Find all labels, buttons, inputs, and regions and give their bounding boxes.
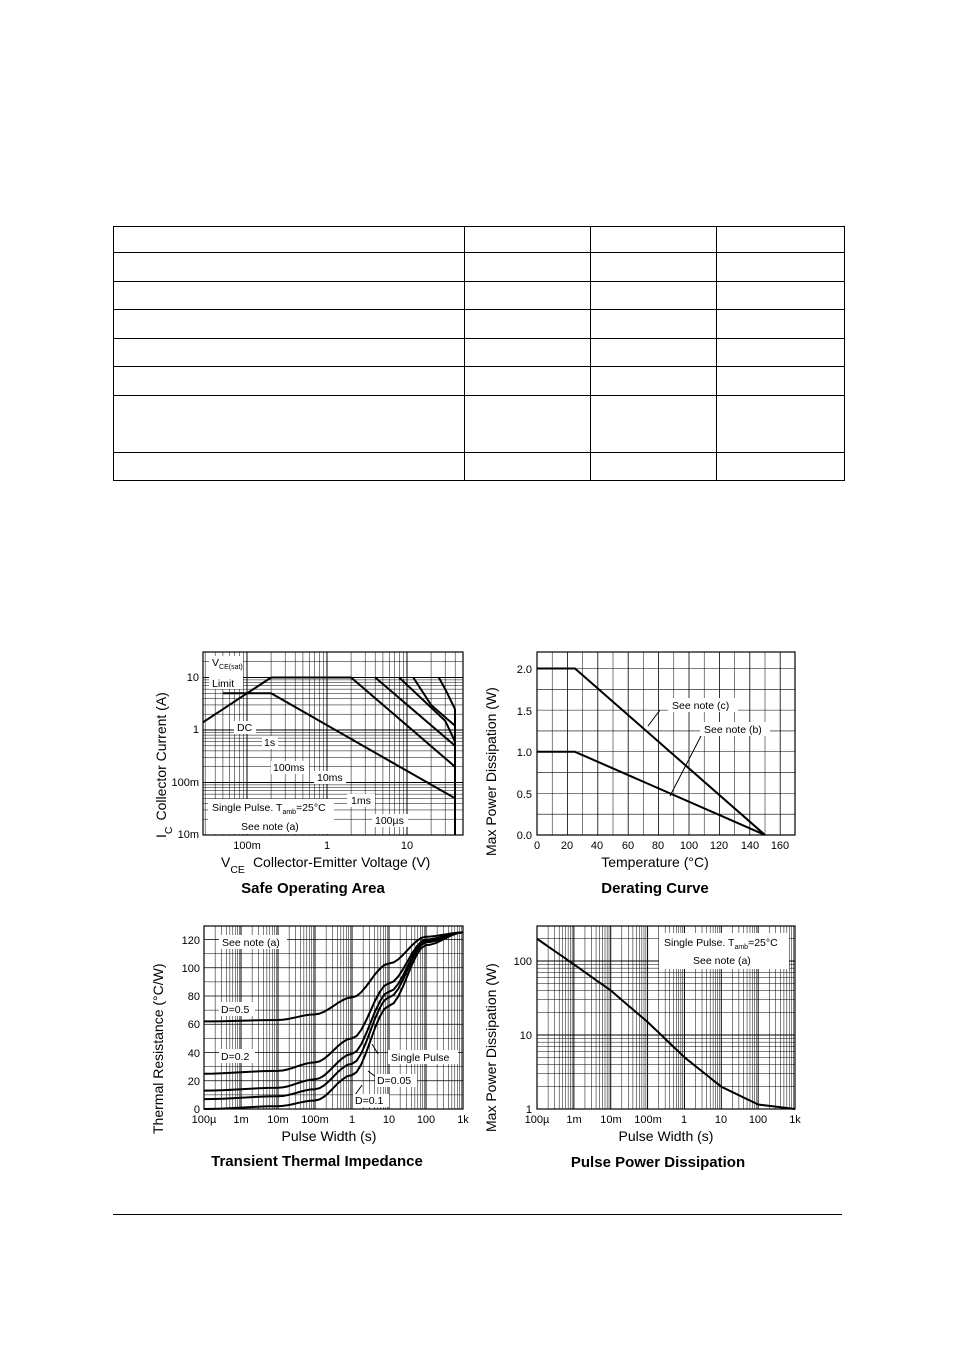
derating-ytick: 1.0 bbox=[516, 747, 532, 759]
soa-xlabel: $V_{CE}$ Collector-Emitter Voltage (V) bbox=[221, 854, 431, 876]
derating-xticks bbox=[534, 840, 789, 852]
derating-xlabel: Temperature (°C) bbox=[601, 854, 709, 870]
transient-ytick: 120 bbox=[181, 935, 200, 947]
derating-chart bbox=[483, 652, 795, 897]
derating-xtick: 0 bbox=[533, 840, 541, 852]
transient-leader-d01 bbox=[355, 1085, 362, 1095]
transient-label-d02: D=0.2 bbox=[221, 1051, 250, 1063]
soa-ytick: 10 bbox=[186, 672, 199, 684]
transient-yticks bbox=[182, 935, 200, 1116]
derating-xtick: 80 bbox=[651, 840, 665, 852]
soa-limit-label: $V_{CE(sat)}$ bbox=[212, 657, 243, 671]
footer-rule bbox=[113, 1214, 842, 1215]
transient-ytick: 100 bbox=[181, 963, 200, 975]
transient-label-d01: D=0.1 bbox=[355, 1095, 384, 1107]
pulse-note: See note (a) bbox=[693, 955, 751, 967]
transient-xtick: 100µ bbox=[191, 1114, 217, 1126]
pulse-xtick: 10 bbox=[714, 1114, 728, 1126]
soa-limit-word: Limit bbox=[212, 678, 235, 690]
soa-ytick: 10m bbox=[177, 829, 199, 841]
soa-curve bbox=[399, 678, 455, 836]
soa-label-100us: 100µs bbox=[375, 815, 404, 827]
soa-xtick: 100m bbox=[233, 840, 261, 852]
soa-ytick: 1 bbox=[192, 724, 199, 736]
soa-note: See note (a) bbox=[241, 821, 299, 833]
pulse-xtick: 10m bbox=[600, 1114, 622, 1126]
soa-title: Safe Operating Area bbox=[241, 880, 385, 897]
soa-label-dc: DC bbox=[237, 722, 253, 734]
transient-xtick: 1k bbox=[457, 1114, 469, 1126]
derating-xtick: 40 bbox=[590, 840, 604, 852]
transient-ytick: 20 bbox=[187, 1076, 200, 1088]
pulse-xtick: 1k bbox=[789, 1114, 801, 1126]
pulse-xtick: 100 bbox=[748, 1114, 768, 1126]
derating-xtick: 140 bbox=[740, 840, 760, 852]
soa-label-1ms: 1ms bbox=[351, 795, 371, 807]
transient-leader-d005 bbox=[368, 1071, 376, 1077]
transient-ytick: 0 bbox=[193, 1104, 200, 1116]
transient-ytick: 40 bbox=[187, 1048, 200, 1060]
transient-xtick: 100 bbox=[416, 1114, 436, 1126]
transient-grid bbox=[204, 926, 463, 1109]
transient-ylabel: Thermal Resistance (°C/W) bbox=[150, 963, 166, 1134]
transient-xticks bbox=[192, 1114, 470, 1126]
derating-note-c: See note (c) bbox=[672, 700, 730, 712]
derating-plot-frame bbox=[537, 652, 795, 835]
transient-xlabel: Pulse Width (s) bbox=[281, 1128, 377, 1144]
transient-xtick: 100m bbox=[301, 1114, 329, 1126]
soa-curve bbox=[439, 678, 455, 836]
derating-xtick: 120 bbox=[709, 840, 729, 852]
derating-xtick: 20 bbox=[560, 840, 574, 852]
pulse-xtick: 1m bbox=[566, 1114, 582, 1126]
pulse-title: Pulse Power Dissipation bbox=[570, 1154, 746, 1171]
soa-ytick: 100m bbox=[171, 777, 199, 789]
pulse-ytick: 100 bbox=[513, 956, 532, 968]
soa-label-100ms: 100ms bbox=[273, 762, 305, 774]
transient-ytick: 80 bbox=[187, 991, 200, 1003]
pulse-chart bbox=[483, 926, 801, 1171]
pulse-xtick: 100µ bbox=[524, 1114, 550, 1126]
derating-title: Derating Curve bbox=[601, 880, 709, 897]
soa-curve bbox=[413, 678, 455, 836]
soa-pulse-label: Single Pulse. $T_{amb}=25^\circ C$ bbox=[212, 802, 326, 816]
transient-note: See note (a) bbox=[222, 937, 280, 949]
transient-xtick: 10m bbox=[267, 1114, 289, 1126]
derating-ytick: 2.0 bbox=[516, 664, 532, 676]
pulse-xlabel: Pulse Width (s) bbox=[618, 1128, 714, 1144]
derating-ytick: 0.0 bbox=[516, 830, 532, 842]
derating-note-b: See note (b) bbox=[704, 724, 762, 736]
transient-chart bbox=[150, 926, 469, 1170]
pulse-pulse-label: Single Pulse. $T_{amb}=25^\circ C$ bbox=[664, 937, 778, 951]
derating-leader-b bbox=[670, 736, 701, 796]
derating-xtick: 60 bbox=[621, 840, 635, 852]
transient-label-d005: D=0.05 bbox=[377, 1075, 412, 1087]
derating-ylabel: Max Power Dissipation (W) bbox=[483, 687, 499, 856]
soa-label-10ms: 10ms bbox=[317, 772, 343, 784]
pulse-ylabel: Max Power Dissipation (W) bbox=[483, 963, 499, 1132]
soa-chart bbox=[153, 652, 463, 897]
derating-ytick: 0.5 bbox=[516, 789, 532, 801]
transient-label-sp: Single Pulse bbox=[391, 1052, 450, 1064]
soa-xtick: 1 bbox=[323, 840, 331, 852]
pulse-xtick: 1 bbox=[680, 1114, 688, 1126]
derating-xtick: 160 bbox=[770, 840, 790, 852]
pulse-yticks bbox=[514, 956, 532, 1116]
soa-label-1s: 1s bbox=[264, 737, 276, 749]
transient-xtick: 1 bbox=[348, 1114, 356, 1126]
derating-grid bbox=[537, 652, 795, 835]
pulse-ytick: 10 bbox=[519, 1030, 532, 1042]
pulse-xtick: 100m bbox=[634, 1114, 662, 1126]
soa-ylabel: $I_CCollector$ Current (A) bbox=[153, 692, 175, 838]
pulse-ytick: 1 bbox=[525, 1104, 532, 1116]
transient-label-d05: D=0.5 bbox=[221, 1004, 250, 1016]
pulse-xticks bbox=[525, 1114, 802, 1126]
transient-ytick: 60 bbox=[187, 1019, 200, 1031]
transient-xtick: 10 bbox=[382, 1114, 396, 1126]
derating-ytick: 1.5 bbox=[516, 706, 532, 718]
transient-xtick: 1m bbox=[233, 1114, 249, 1126]
soa-xtick: 10 bbox=[400, 840, 414, 852]
derating-xtick: 100 bbox=[679, 840, 699, 852]
transient-title: Transient Thermal Impedance bbox=[211, 1153, 423, 1170]
